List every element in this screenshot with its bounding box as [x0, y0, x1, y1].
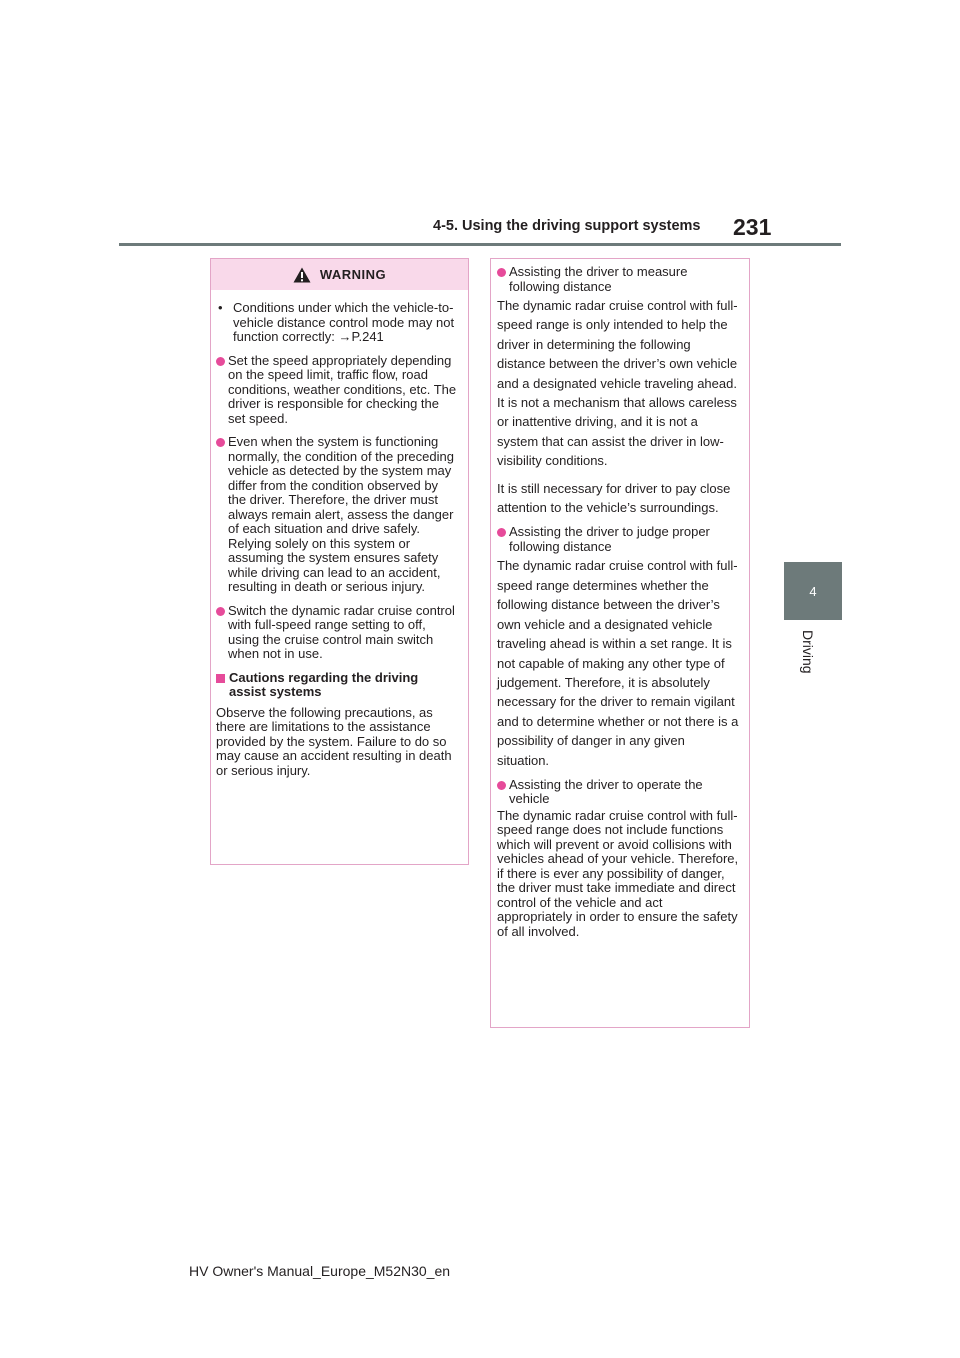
warning-header [211, 259, 468, 290]
warning-bullet-item [216, 354, 458, 427]
section-title: 4-5. Using the driving support systems [433, 218, 701, 234]
chapter-tab: 4 [784, 562, 842, 620]
right-bullet-item [497, 778, 739, 807]
warning-triangle-icon [293, 267, 311, 283]
right-content [491, 259, 749, 939]
warning-content [211, 290, 468, 778]
square-bullet-icon [216, 674, 225, 683]
warning-subheading-paragraph: Observe the following precautions, as there are limitations to the assistance provided by the system. Failure to do so may cause an accident resulting in death or serious injury. [216, 704, 452, 778]
bullet-circle-icon [497, 781, 506, 790]
warning-title: WARNING [319, 267, 387, 282]
bullet-circle-icon [216, 357, 225, 366]
header-rule [119, 243, 841, 246]
warning-bullet-text: Even when the system is functioning normally, the condition of the preceding vehicle as detected by the system may differ from the condition observed by the driver. Therefore, the driver must always remain alert, assess the danger of each situation and drive safely. Relying solely on this system or assuming the system ensures safety while driving can lead to an accident, resulting in death or serious injury. [228, 434, 454, 594]
right-bullet-title: Assisting the driver to measure following distance [509, 264, 688, 294]
caution-continued-box [490, 258, 750, 1028]
footer-text: HV Owner's Manual_Europe_M52N30_en [189, 1263, 451, 1279]
warning-bullet-text: Switch the dynamic radar cruise control with full-speed range setting to off, using the cruise control main switch when not in use. [228, 602, 455, 661]
bullet-circle-icon [497, 268, 506, 277]
right-paragraph: The dynamic radar cruise control with full-speed range is only intended to help the driver in determining the following distance between the driver’s own vehicle and a designated vehicle traveling ahead. It is not a mechanism that allows careless or inattentive driving, and it is not a system that can assist the driver in low-visibility conditions. [497, 298, 738, 469]
warning-subheading [216, 671, 458, 700]
right-paragraph: It is still necessary for driver to pay close attention to the vehicle’s surroundings. [497, 480, 731, 516]
bullet-circle-icon [497, 528, 506, 537]
warning-bullet-text: Set the speed appropriately depending on the speed limit, traffic flow, road conditions, weather conditions, etc. The driver is responsible for checking the set speed. [228, 352, 457, 426]
warning-bullet-item [216, 604, 458, 662]
warning-box [210, 258, 469, 865]
right-bullet-item [497, 265, 739, 294]
bullet-circle-icon [216, 607, 225, 616]
warning-dash-item [216, 301, 458, 345]
right-paragraph: The dynamic radar cruise control with full-speed range determines whether the following distance between the driver’s own vehicle and a designated vehicle traveling ahead is within a set range. It is not capable of making any other type of judgement. Therefore, it is absolutely necessary for the driver to remain vigilant and to determine whether or not there is a possibility of danger in any given situation. [497, 558, 739, 768]
right-bullet-title: Assisting the driver to judge proper following distance [509, 524, 710, 554]
warning-subheading-text: Cautions regarding the driving assist systems [229, 669, 419, 699]
page-number: 231 [733, 214, 772, 240]
chapter-label: Driving [800, 630, 816, 674]
right-paragraph: The dynamic radar cruise control with full-speed range does not include functions which will prevent or avoid collisions with vehicles ahead of your vehicle. Therefore, if there is ever any possibility of danger, the driver must take immediate and direct control of the vehicle and act appropriately in order to ensure the safety of all involved. [497, 807, 739, 939]
bullet-circle-icon [216, 438, 225, 447]
dash-mark: • [218, 300, 223, 315]
right-bullet-title: Assisting the driver to operate the vehicle [509, 776, 703, 807]
warning-bullet-item [216, 435, 458, 595]
warning-dash-text: Conditions under which the vehicle-to-vehicle distance control mode may not function correctly: →P.241 [233, 300, 455, 344]
right-bullet-item [497, 525, 739, 554]
